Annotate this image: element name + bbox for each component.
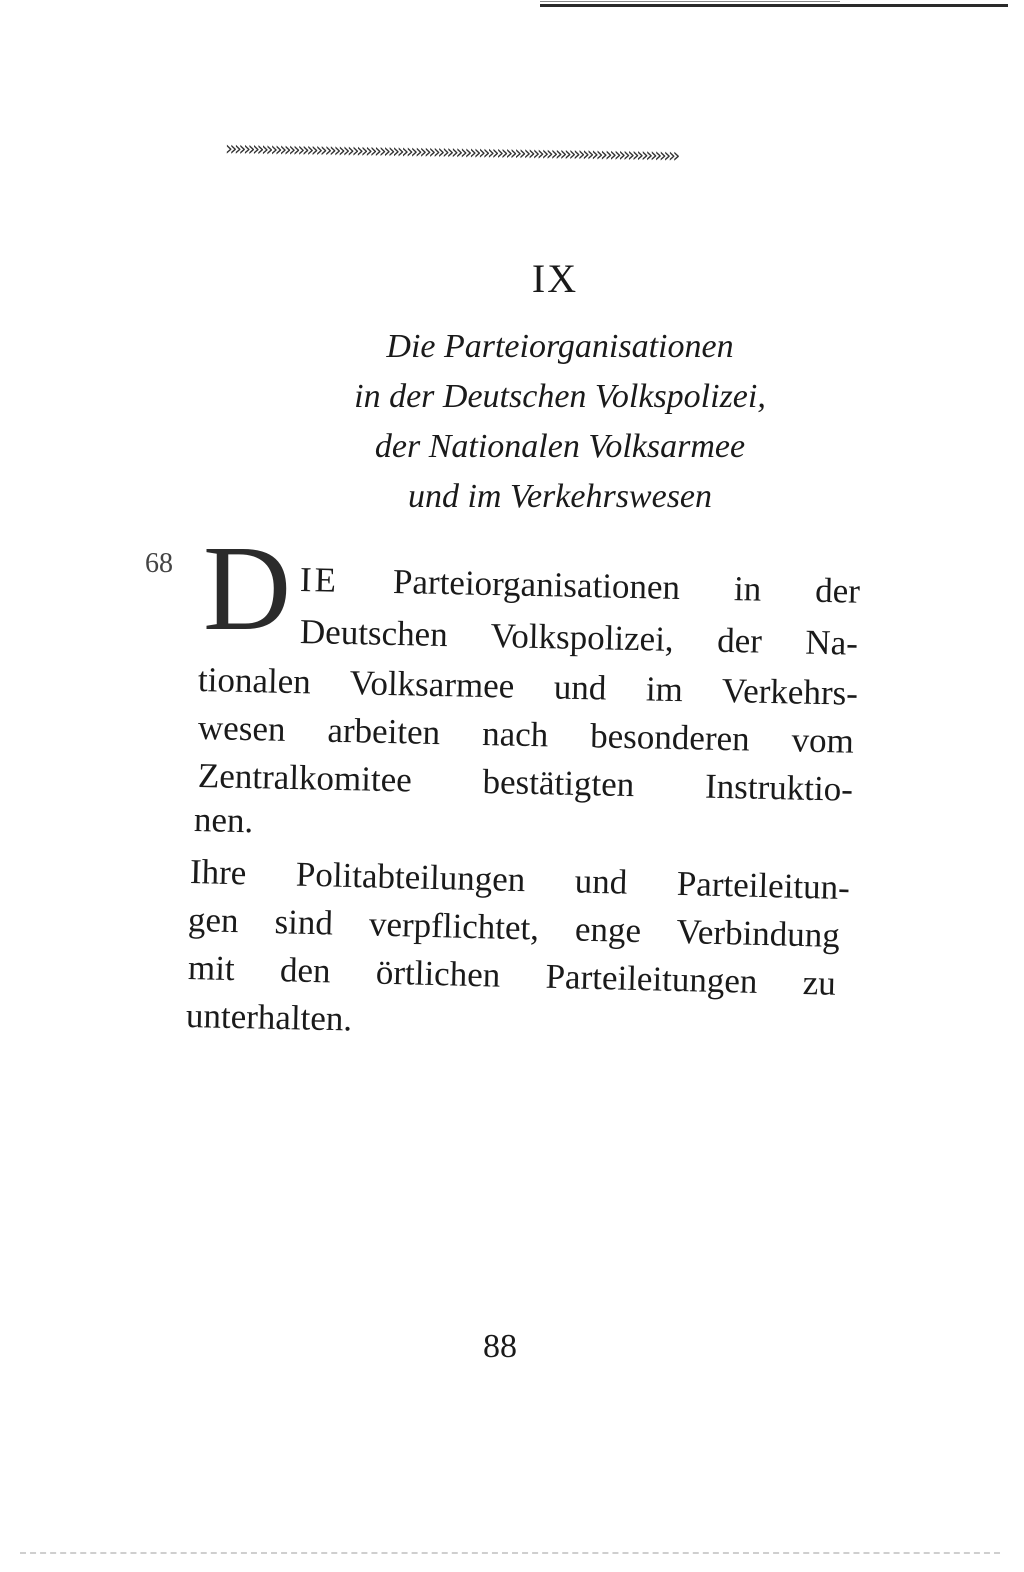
body-line: Zentralkomitee bestätigten Instruktio‑ xyxy=(197,756,854,809)
body-line: gen sind verpflichtet, enge Verbindung xyxy=(187,900,841,955)
chapter-title-line: der Nationalen Volksarmee xyxy=(374,428,746,465)
body-line: wesen arbeiten nach besonderen vom xyxy=(197,708,855,761)
body-line: unterhalten. xyxy=(185,996,353,1039)
drop-cap: D xyxy=(203,521,292,656)
scan-specks xyxy=(20,1552,1000,1556)
body-line: nen. xyxy=(193,800,254,841)
body-line xyxy=(300,560,861,612)
body-line: Deutschen Volkspolizei, der Na‑ xyxy=(299,612,859,663)
chapter-title-line: in der Deutschen Volkspolizei, xyxy=(354,378,766,415)
body-line: mit den örtlichen Parteileitungen zu xyxy=(187,948,837,1003)
first-word-rest: IE xyxy=(299,560,340,600)
chapter-title-line: und im Verkehrswesen xyxy=(407,478,713,515)
ornament-border: »»»»»»»»»»»»»»»»»»»»»»»»»»»»»»»»»»»»»»»»»»»»»»»»»» xyxy=(224,136,678,168)
body-line-text: Parteiorganisationen in der xyxy=(392,561,861,611)
chapter-title xyxy=(310,322,810,522)
body-line: Ihre Politabteilungen und Parteileitun‑ xyxy=(189,852,851,908)
top-edge-line xyxy=(540,4,1008,7)
chapter-title-line: Die Parteiorganisationen xyxy=(386,328,734,365)
page-number: 88 xyxy=(483,1328,517,1365)
paragraph-number: 68 xyxy=(145,548,173,579)
top-edge-line-thin xyxy=(540,1,840,2)
body-line: tionalen Volksarmee und im Verkehrs‑ xyxy=(197,660,859,713)
chapter-number: IX xyxy=(531,256,579,301)
